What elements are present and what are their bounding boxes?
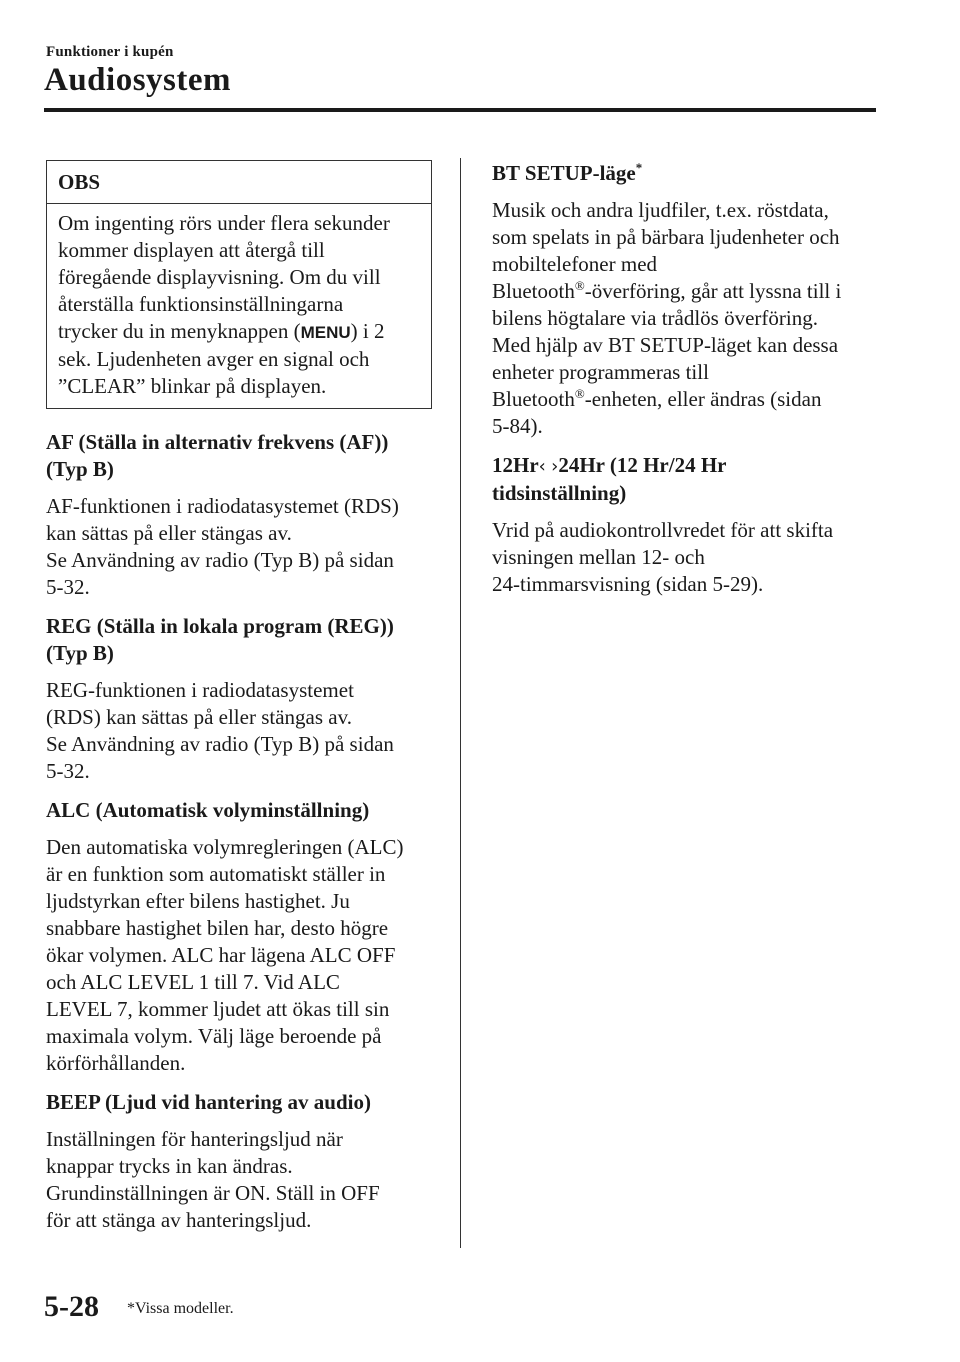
clock-text xyxy=(492,517,892,598)
heading-line: AF (Ställa in alternativ frekvens (AF)) xyxy=(46,430,389,454)
text-line: som spelats in på bärbara ljudenheter och xyxy=(492,225,840,249)
text-line: snabbare hastighet bilen har, desto högre xyxy=(46,916,389,940)
beep-heading xyxy=(46,1089,434,1116)
registered-mark: ® xyxy=(574,386,585,401)
note-text: trycker du in menyknappen ( xyxy=(58,319,301,343)
text-line: 5-32. xyxy=(46,759,90,783)
text-line: Den automatiska volymregleringen (ALC) xyxy=(46,835,404,859)
text-line: och ALC LEVEL 1 till 7. Vid ALC xyxy=(46,970,340,994)
text-line: visningen mellan 12- och xyxy=(492,545,705,569)
text-line: knappar trycks in kan ändras. xyxy=(46,1154,293,1178)
text-line: ökar volymen. ALC har lägena ALC OFF xyxy=(46,943,396,967)
right-column xyxy=(492,160,892,610)
text-line: Se Användning av radio (Typ B) på sidan xyxy=(46,548,394,572)
heading-text: BT SETUP-läge xyxy=(492,161,636,185)
note-text: ) i 2 xyxy=(350,319,385,343)
text-line: AF-funktionen i radiodatasystemet (RDS) xyxy=(46,494,399,518)
heading-line: BEEP (Ljud vid hantering av audio) xyxy=(46,1090,371,1114)
text-line: Se Användning av radio (Typ B) på sidan xyxy=(46,732,394,756)
column-divider xyxy=(460,158,461,1248)
note-box xyxy=(46,160,432,409)
heading-text: 12Hr xyxy=(492,453,539,477)
note-line xyxy=(58,318,420,346)
bt-setup-heading xyxy=(492,160,892,187)
note-line: ”CLEAR” blinkar på displayen. xyxy=(58,374,327,398)
af-text xyxy=(46,493,434,601)
clock-heading xyxy=(492,452,892,507)
text-line: Med hjälp av BT SETUP-läget kan dessa xyxy=(492,333,839,357)
text-line: maximala volym. Välj läge beroende på xyxy=(46,1024,382,1048)
text-line: kan sättas på eller stängas av. xyxy=(46,521,292,545)
heading-line: tidsinställning) xyxy=(492,481,627,505)
text-line: Vrid på audiokontrollvredet för att skifta xyxy=(492,518,834,542)
text-line: 5-32. xyxy=(46,575,90,599)
text-line: för att stänga av hanteringsljud. xyxy=(46,1208,312,1232)
beep-text xyxy=(46,1126,434,1234)
text-line: är en funktion som automatiskt ställer in xyxy=(46,862,386,886)
text-line xyxy=(492,386,892,413)
note-line: sek. Ljudenheten avger en signal och xyxy=(58,347,370,371)
note-line: kommer displayen att återgå till xyxy=(58,238,325,262)
beep-section xyxy=(46,1089,434,1234)
reg-heading xyxy=(46,613,434,667)
text-line: ljudstyrkan efter bilens hastighet. Ju xyxy=(46,889,350,913)
footnote: *Vissa modeller. xyxy=(127,1300,234,1317)
af-heading xyxy=(46,429,434,483)
text-line: körförhållanden. xyxy=(46,1051,186,1075)
text-segment: Bluetooth xyxy=(492,387,575,411)
text-line: Musik och andra ljudfiler, t.ex. röstdata, xyxy=(492,198,829,222)
text-segment: Bluetooth xyxy=(492,279,575,303)
text-line: Inställningen för hanteringsljud när xyxy=(46,1127,343,1151)
reg-text xyxy=(46,677,434,785)
heading-line xyxy=(492,160,892,187)
left-column xyxy=(46,160,434,1246)
bt-setup-section xyxy=(492,160,892,440)
reg-section xyxy=(46,613,434,785)
alc-section xyxy=(46,797,434,1077)
text-line: (RDS) kan sättas på eller stängas av. xyxy=(46,705,352,729)
heading-line xyxy=(492,452,892,480)
note-body xyxy=(47,204,431,408)
heading-line: REG (Ställa in lokala program (REG)) xyxy=(46,614,394,638)
text-line: enheter programmeras till xyxy=(492,360,709,384)
heading-line: (Typ B) xyxy=(46,641,114,665)
note-line: föregående displayvisning. Om du vill xyxy=(58,265,381,289)
alc-heading xyxy=(46,797,434,824)
text-line: REG-funktionen i radiodatasystemet xyxy=(46,678,354,702)
note-line: återställa funktionsinställningarna xyxy=(58,292,344,316)
header-rule xyxy=(44,108,876,112)
text-line: 5-84). xyxy=(492,414,543,438)
page-number: 5-28 xyxy=(44,1290,99,1323)
clock-section xyxy=(492,452,892,598)
alc-text xyxy=(46,834,434,1077)
note-line: Om ingenting rörs under flera sekunder xyxy=(58,211,390,235)
heading-line: (Typ B) xyxy=(46,457,114,481)
note-heading: OBS xyxy=(47,161,431,204)
heading-line: ALC (Automatisk volyminställning) xyxy=(46,798,370,822)
registered-mark: ® xyxy=(574,278,585,293)
text-segment: -enheten, eller ändras (sidan xyxy=(584,387,822,411)
text-line: bilens högtalare via trådlös överföring. xyxy=(492,306,818,330)
arrow-right-icon: › xyxy=(551,456,559,477)
model-footnote-mark: * xyxy=(635,160,643,175)
text-segment: -överföring, går att lyssna till i xyxy=(584,279,842,303)
section-label: Funktioner i kupén xyxy=(46,44,174,60)
text-line: mobiltelefoner med xyxy=(492,252,658,276)
bt-setup-text xyxy=(492,197,892,440)
arrow-left-icon: ‹ xyxy=(538,456,546,477)
chapter-title: Audiosystem xyxy=(44,62,232,98)
af-section xyxy=(46,429,434,601)
text-line: LEVEL 7, kommer ljudet att ökas till sin xyxy=(46,997,390,1021)
text-line xyxy=(492,278,892,305)
text-line: Grundinställningen är ON. Ställ in OFF xyxy=(46,1181,380,1205)
heading-text: 24Hr (12 Hr/24 Hr xyxy=(558,453,727,477)
text-line: 24-timmarsvisning (sidan 5-29). xyxy=(492,572,764,596)
menu-key-label: MENU xyxy=(300,323,351,342)
